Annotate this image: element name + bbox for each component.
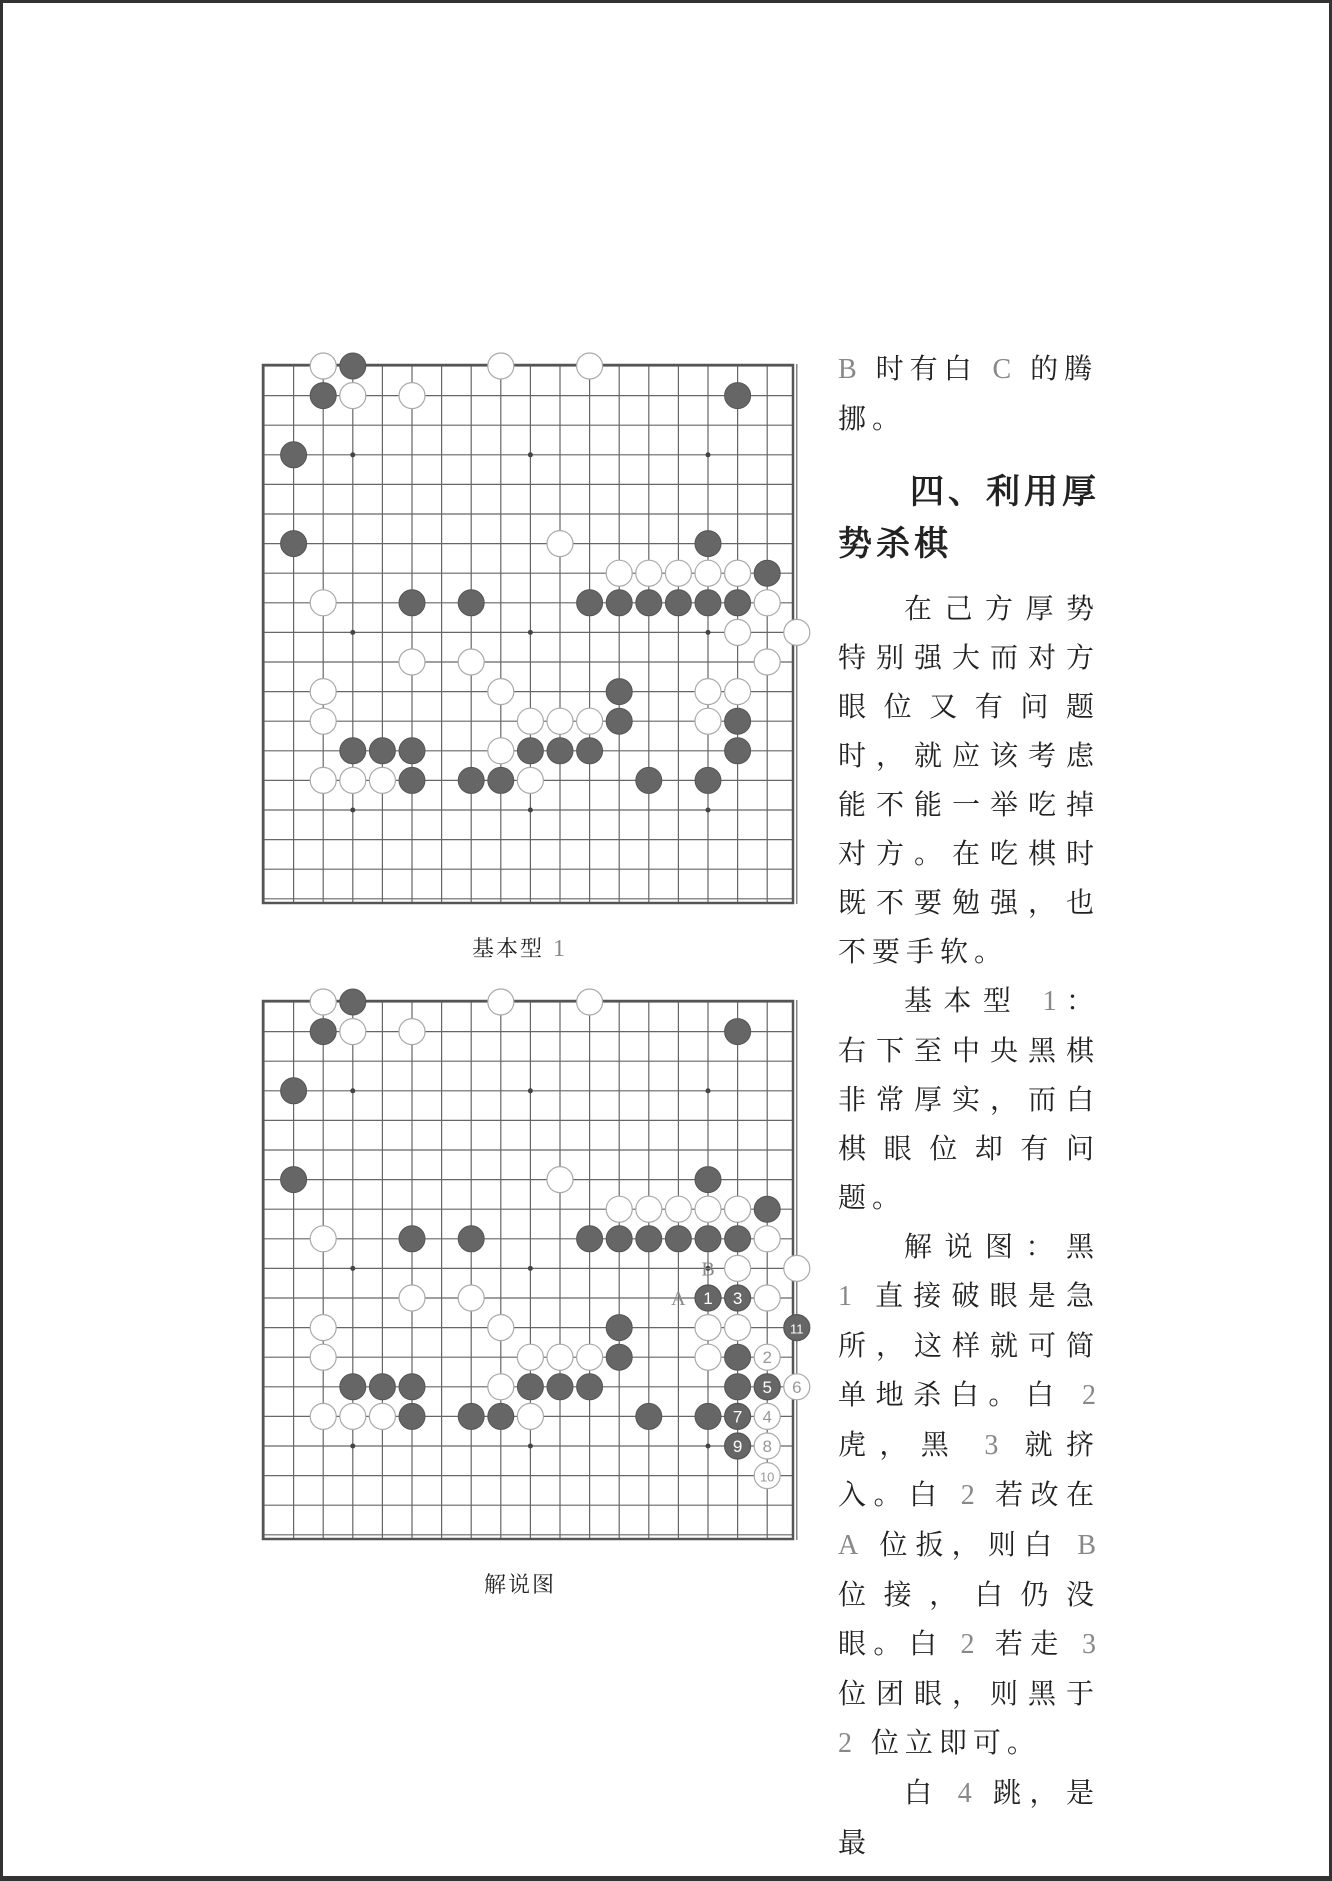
white-stone (754, 590, 780, 616)
black-stone (517, 1374, 543, 1400)
black-stone (310, 1019, 336, 1045)
star-point (528, 808, 533, 813)
black-stone (369, 738, 395, 764)
white-stone (517, 1344, 543, 1370)
black-stone (340, 1374, 366, 1400)
move-number-2: 2 (762, 1348, 772, 1368)
black-stone (399, 767, 425, 793)
white-stone (488, 1374, 514, 1400)
star-point (706, 1444, 711, 1449)
white-stone (784, 619, 810, 645)
black-stone (458, 767, 484, 793)
black-stone (636, 590, 662, 616)
white-stone (754, 649, 780, 675)
black-stone (606, 708, 632, 734)
white-stone (310, 1315, 336, 1341)
move-number-3: 3 (732, 1289, 743, 1308)
go-board-solution (262, 1000, 804, 1540)
black-stone (281, 1078, 307, 1104)
black-stone (606, 590, 632, 616)
move-number-7: 7 (732, 1407, 743, 1427)
white-stone (547, 531, 573, 557)
black-stone (606, 1315, 632, 1341)
black-stone (577, 590, 603, 616)
move-number-11: 11 (790, 1321, 804, 1337)
star-point (528, 1266, 533, 1271)
white-stone (399, 383, 425, 409)
paragraph-intro: 在己方厚势特别强大而对方眼位又有问题时，就应该考虑能不能一举吃掉对方。在吃棋时既不要勉强，也不要手软。 (838, 592, 1100, 968)
black-stone (695, 531, 721, 557)
black-stone (399, 1403, 425, 1429)
section-heading (838, 466, 1100, 570)
white-stone (517, 1403, 543, 1429)
black-stone (636, 1403, 662, 1429)
body-text (838, 584, 1100, 1867)
white-stone (517, 767, 543, 793)
white-stone (695, 1315, 721, 1341)
move-number-8: 8 (762, 1437, 772, 1456)
white-stone (725, 1196, 751, 1222)
white-stone (310, 1344, 336, 1370)
white-stone (340, 1019, 366, 1045)
white-stone (695, 708, 721, 734)
white-stone (725, 619, 751, 645)
black-stone (725, 1374, 751, 1400)
white-stone (577, 353, 603, 379)
black-stone (695, 1403, 721, 1429)
white-stone (310, 1403, 336, 1429)
black-stone (695, 767, 721, 793)
white-stone (310, 708, 336, 734)
white-stone (340, 1403, 366, 1429)
black-stone (725, 383, 751, 409)
white-stone (606, 560, 632, 586)
black-stone (399, 590, 425, 616)
caption-basic: 基本型 1 (472, 936, 567, 962)
heading-line-2: 势杀棋 (838, 524, 952, 564)
star-point (350, 630, 355, 635)
black-stone (281, 1167, 307, 1193)
white-stone (399, 1019, 425, 1045)
star-point (350, 1444, 355, 1449)
white-stone (488, 1315, 514, 1341)
black-stone (547, 1374, 573, 1400)
white-stone (784, 1255, 810, 1281)
star-point (706, 1088, 711, 1093)
white-stone (695, 679, 721, 705)
white-stone (369, 767, 395, 793)
black-stone (725, 1344, 751, 1370)
black-stone (488, 1403, 514, 1429)
white-stone (310, 590, 336, 616)
white-stone (577, 1344, 603, 1370)
continuation-line-1: B 时有白 C 的腾 (838, 352, 1099, 385)
star-point (706, 452, 711, 457)
heading-line-1: 四、利用厚 (910, 472, 1100, 512)
white-stone (488, 353, 514, 379)
white-stone (636, 560, 662, 586)
white-stone (754, 1226, 780, 1252)
black-stone (340, 353, 366, 379)
black-stone (399, 738, 425, 764)
star-point (350, 452, 355, 457)
black-stone (458, 1226, 484, 1252)
star-point (706, 808, 711, 813)
black-stone (725, 708, 751, 734)
move-number-5: 5 (762, 1377, 772, 1397)
star-point (706, 630, 711, 635)
white-stone (725, 679, 751, 705)
black-stone (754, 1196, 780, 1222)
white-stone (547, 1167, 573, 1193)
black-stone (399, 1374, 425, 1400)
move-number-4: 4 (762, 1407, 772, 1427)
black-stone (725, 1226, 751, 1252)
white-stone (547, 708, 573, 734)
white-stone (310, 1226, 336, 1252)
white-stone (369, 1403, 395, 1429)
black-stone (754, 560, 780, 586)
white-stone (695, 1344, 721, 1370)
white-stone (340, 383, 366, 409)
star-point (528, 452, 533, 457)
black-stone (310, 383, 336, 409)
black-stone (340, 738, 366, 764)
black-stone (458, 590, 484, 616)
star-point (350, 1266, 355, 1271)
black-stone (488, 767, 514, 793)
black-stone (577, 1374, 603, 1400)
star-point (528, 1088, 533, 1093)
white-stone (488, 989, 514, 1015)
white-stone (606, 1196, 632, 1222)
star-point (528, 1444, 533, 1449)
black-stone (577, 1226, 603, 1252)
white-stone (547, 1344, 573, 1370)
white-stone (695, 560, 721, 586)
position-label-B: B (701, 1258, 715, 1281)
star-point (350, 808, 355, 813)
white-stone (577, 708, 603, 734)
position-label-A: A (671, 1288, 686, 1310)
go-board-basic (262, 364, 794, 904)
black-stone (725, 1019, 751, 1045)
white-stone (665, 560, 691, 586)
white-stone (310, 767, 336, 793)
black-stone (695, 1226, 721, 1252)
black-stone (369, 1374, 395, 1400)
black-stone (725, 738, 751, 764)
white-stone (488, 738, 514, 764)
star-point (528, 630, 533, 635)
white-stone (725, 560, 751, 586)
white-stone (340, 767, 366, 793)
black-stone (547, 738, 573, 764)
black-stone (695, 1167, 721, 1193)
black-stone (636, 767, 662, 793)
white-stone (310, 353, 336, 379)
paragraph-solution: 解说图：黑 1 直接破眼是急所，这样就可简单地杀白。白 2 虎，黑 3 就挤入。白 2 若改在 A 位扳，则白 B 位接，白仍没眼。白 2 若走 3 位团眼，则黑于 2 位立即可。 (838, 1230, 1101, 1759)
black-stone (281, 442, 307, 468)
black-stone (665, 590, 691, 616)
white-stone (517, 708, 543, 734)
white-stone (754, 1285, 780, 1311)
text-continuation (838, 344, 1100, 443)
move-number-1: 1 (703, 1289, 713, 1308)
black-stone (399, 1226, 425, 1252)
move-number-10: 10 (759, 1469, 775, 1485)
paragraph-continued: 白 4 跳，是最 (838, 1776, 1100, 1859)
star-point (350, 1088, 355, 1093)
white-stone (310, 989, 336, 1015)
black-stone (606, 1344, 632, 1370)
paragraph-basic-type: 基本型 1：右下至中央黑棋非常厚实，而白棋眼位却有问题。 (838, 984, 1100, 1214)
white-stone (725, 1315, 751, 1341)
black-stone (340, 989, 366, 1015)
black-stone (281, 531, 307, 557)
move-number-9: 9 (732, 1437, 743, 1456)
black-stone (606, 679, 632, 705)
white-stone (695, 1196, 721, 1222)
white-stone (399, 1285, 425, 1311)
white-stone (488, 679, 514, 705)
move-number-6: 6 (792, 1377, 802, 1397)
black-stone (725, 590, 751, 616)
black-stone (665, 1226, 691, 1252)
white-stone (665, 1196, 691, 1222)
black-stone (577, 738, 603, 764)
white-stone (310, 679, 336, 705)
white-stone (458, 649, 484, 675)
black-stone (636, 1226, 662, 1252)
caption-solution: 解说图 (484, 1573, 557, 1598)
black-stone (606, 1226, 632, 1252)
white-stone (725, 1255, 751, 1281)
black-stone (517, 738, 543, 764)
black-stone (458, 1403, 484, 1429)
white-stone (636, 1196, 662, 1222)
white-stone (399, 649, 425, 675)
white-stone (577, 989, 603, 1015)
black-stone (695, 590, 721, 616)
white-stone (458, 1285, 484, 1311)
continuation-line-2: 挪。 (838, 402, 907, 435)
